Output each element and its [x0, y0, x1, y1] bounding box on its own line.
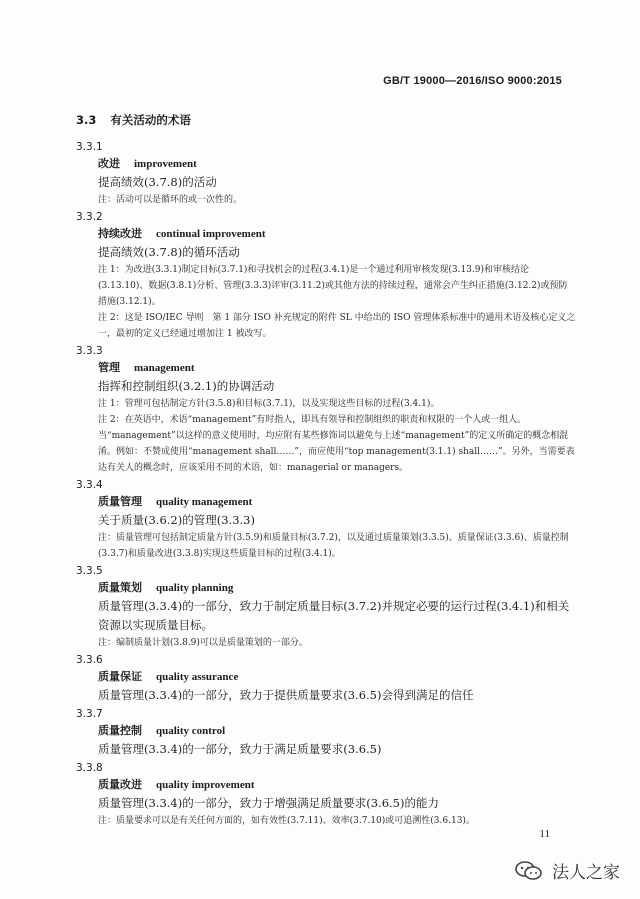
- term-entry: [76, 344, 576, 476]
- term-number: 3.3.7: [76, 708, 103, 720]
- term-english: improvement: [134, 158, 197, 170]
- term-number: 3.3.4: [76, 479, 103, 491]
- term-english: quality assurance: [156, 671, 239, 683]
- page-number: 11: [539, 828, 550, 840]
- term-english: continual improvement: [156, 228, 266, 240]
- section-number: 3.3: [76, 113, 97, 127]
- term-number: 3.3.1: [76, 141, 103, 153]
- term-entry: [76, 140, 576, 208]
- term-chinese: 质量保证: [98, 670, 142, 683]
- term-english: quality improvement: [156, 779, 255, 791]
- watermark: [514, 858, 620, 883]
- term-note: 注：质量要求可以是有关任何方面的，如有效性(3.7.11)、效率(3.7.10)或可追溯性(3.6.13)。: [98, 816, 475, 826]
- term-number: 3.3.6: [76, 654, 103, 666]
- term-entry: [76, 707, 576, 759]
- term-entry: [76, 210, 576, 342]
- term-note: 注：编制质量计划(3.8.9)可以是质量策划的一部分。: [98, 638, 308, 648]
- term-title: [98, 776, 576, 794]
- term-title: [98, 155, 576, 173]
- term-english: quality planning: [156, 582, 234, 594]
- section-heading: [76, 112, 191, 128]
- term-chinese: 持续改进: [98, 227, 142, 240]
- term-title: [98, 359, 576, 377]
- term-title: [98, 579, 576, 597]
- term-definition: 指挥和控制组织(3.2.1)的协调活动: [98, 379, 275, 393]
- term-definition: 关于质量(3.6.2)的管理(3.3.3): [98, 513, 255, 527]
- term-definition: 质量管理(3.3.4)的一部分，致力于制定质量目标(3.7.2)并规定必要的运行过程(3.4.1)和相关资源以实现质量目标。: [98, 599, 570, 632]
- term-note: 注：活动可以是循环的或一次性的。: [98, 195, 243, 205]
- term-number: 3.3.2: [76, 211, 103, 223]
- section-title: 有关活动的术语: [110, 113, 191, 127]
- term-number: 3.3.3: [76, 345, 103, 357]
- term-chinese: 质量管理: [98, 495, 142, 508]
- term-entry: [76, 653, 576, 705]
- term-entry: [76, 564, 576, 651]
- term-entry: [76, 478, 576, 562]
- term-english: quality management: [156, 496, 253, 508]
- term-note: 注：质量管理可包括制定质量方针(3.5.9)和质量目标(3.7.2)，以及通过质量策划(3.3.5)、质量保证(3.3.6)、质量控制(3.3.7)和质量改进(3.3.8)实现这些质量目标的过程(3.4.1)。: [98, 533, 569, 559]
- term-english: quality control: [156, 725, 226, 737]
- term-definition: 提高绩效(3.7.8)的活动: [98, 175, 217, 189]
- term-definition: 质量管理(3.3.4)的一部分，致力于提供质量要求(3.6.5)会得到满足的信任: [98, 688, 474, 702]
- term-chinese: 质量控制: [98, 724, 142, 737]
- term-definition: 质量管理(3.3.4)的一部分，致力于增强满足质量要求(3.6.5)的能力: [98, 796, 439, 810]
- watermark-text: 法人之家: [552, 863, 620, 883]
- term-note: 注 1：管理可包括制定方针(3.5.8)和目标(3.7.1)，以及实现这些目标的过程(3.4.1)。: [98, 399, 440, 409]
- term-definition: 质量管理(3.3.4)的一部分，致力于满足质量要求(3.6.5): [98, 742, 382, 756]
- term-title: [98, 493, 576, 511]
- wechat-icon: [514, 860, 544, 882]
- term-title: [98, 668, 576, 686]
- term-list: [76, 140, 576, 831]
- term-title: [98, 722, 576, 740]
- term-entry: [76, 761, 576, 829]
- term-title: [98, 225, 576, 243]
- term-chinese: 改进: [98, 157, 120, 170]
- term-note: 注 1：为改进(3.3.1)制定目标(3.7.1)和寻找机会的过程(3.4.1)是一个通过利用审核发现(3.13.9)和审核结论(3.13.10)、数据(3.8.1)分析、管理(3.3.3)评审(3.11.2)或其他方法的持续过程，通常会产生纠正措施(3.12.2)或预防措施(3.12.1)。: [98, 265, 568, 307]
- term-note: 注 2：这是 ISO/IEC 导则 第 1 部分 ISO 补充规定的附件 SL 中给出的 ISO 管理体系标准中的通用术语及核心定义之一，最初的定义已经通过增加注 1 被改写。: [98, 313, 576, 339]
- term-chinese: 质量改进: [98, 778, 142, 791]
- term-english: management: [134, 362, 195, 374]
- term-definition: 提高绩效(3.7.8)的循环活动: [98, 245, 240, 259]
- term-note: 注 2：在英语中，术语“management”有时指人，即具有领导和控制组织的职责和权限的一个人或一组人。当“management”以这样的意义使用时，均应附有某些修饰词以避免与上述“management”的定义所确定的概念相混淆。例如：不赞成使用“management shall……”，而应使用“top management(3.1.1) shall……”。另外，当需要表达有关人的概念时，应该采用不同的术语，如：managerial or managers。: [98, 415, 575, 473]
- term-number: 3.3.5: [76, 565, 103, 577]
- term-number: 3.3.8: [76, 762, 103, 774]
- term-chinese: 管理: [98, 361, 120, 374]
- term-chinese: 质量策划: [98, 581, 142, 594]
- standard-header: GB/T 19000—2016/ISO 9000:2015: [383, 75, 562, 87]
